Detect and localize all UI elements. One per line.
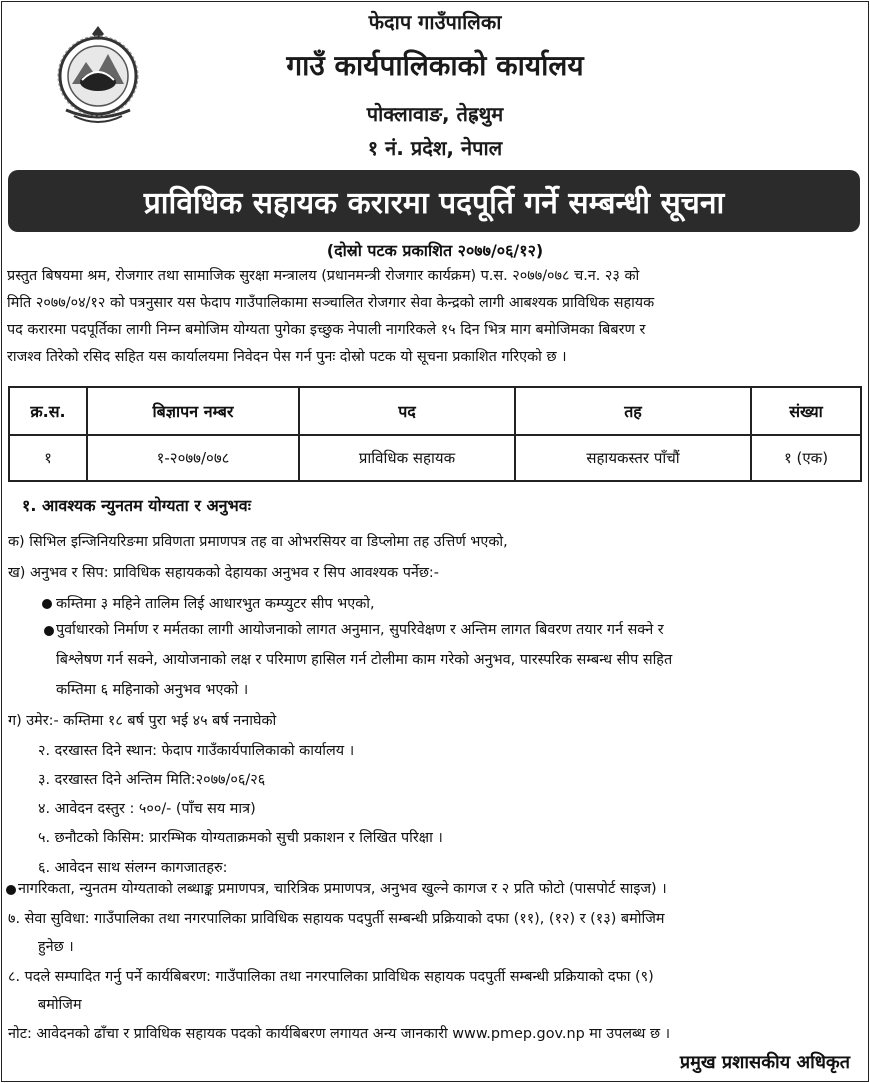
- cell-ad-number: १-२०७७/०७८: [87, 435, 299, 481]
- item-6-bullet: नागरिकता, न्युनतम योग्यताको लब्धाङ्क प्रमाणपत्र, चारित्रिक प्रमाणपत्र, अनुभव खुल्ने कागज र २ प्रति फोटो (पासपोर्ट साइज) ।: [18, 881, 667, 897]
- col-header-post: पद: [299, 387, 515, 435]
- table-row: [9, 435, 861, 481]
- item-3: ३. दरखास्त दिने अन्तिम मिति:२०७७/०६/२६: [38, 772, 266, 788]
- bullet-icon: [44, 626, 54, 636]
- province-line: १ नं. प्रदेश, नेपाल: [367, 136, 503, 160]
- item-6: ६. आवेदन साथ संलग्न कागजातहरु:: [38, 860, 228, 876]
- item-2: २. दरखास्त दिने स्थान: फेदाप गाउँकार्यपालिकाको कार्यालय ।: [38, 743, 355, 759]
- section-qualification-heading: १. आवश्यक न्युनतम योग्यता र अनुभवः: [22, 496, 251, 515]
- item-4: ४. आवेदन दस्तुर : ५००/- (पाँच सय मात्र): [38, 801, 256, 817]
- bullet-icon: [42, 599, 52, 609]
- office-name: गाउँ कार्यपालिकाको कार्यालय: [286, 49, 584, 82]
- cell-post: प्राविधिक सहायक: [299, 435, 515, 481]
- bullet-icon: [6, 885, 16, 895]
- cell-level: सहायकस्तर पाँचौं: [515, 435, 751, 481]
- item-kha: ख) अनुभव र सिप: प्राविधिक सहायकको देहायका अनुभव र सिप आवश्यक पर्नेछ:-: [8, 565, 439, 581]
- item-ga: ग) उमेर:- कम्तिमा १८ बर्ष पुरा भई ४५ बर्ष ननाघेको: [8, 713, 277, 729]
- intro-line-4: राजश्व तिरेको रसिद सहित यस कार्यालयमा निवेदन पेस गर्न पुनः दोस्रो पटक यो सूचना प्रकाशित गरिएको छ ।: [7, 349, 567, 365]
- item-7-line-2: हुनेछ ।: [38, 939, 74, 955]
- notice-title-bar: [8, 170, 860, 232]
- col-header-level: तह: [515, 387, 751, 435]
- footer-note: नोट: आवेदनको ढाँचा र प्राविधिक सहायक पदको कार्यबिबरण लगायत अन्य जानकारी www.pmep.gov.np मा उपलब्ध छ ।: [8, 1026, 671, 1042]
- table-header-row: [9, 387, 861, 435]
- intro-line-3: पद करारमा पदपूर्तिका लागी निम्न बमोजिम योग्यता पुगेका इच्छुक नेपाली नागरिकले १५ दिन भित्र माग बमोजिमका बिबरण र: [7, 322, 646, 338]
- signature-title: प्रमुख प्रशासकीय अधिकृत: [679, 1052, 850, 1073]
- col-header-serial: क्र.स.: [9, 387, 87, 435]
- item-7-line-1: ७. सेवा सुविधा: गाउँपालिका तथा नगरपालिका प्राविधिक सहायक पदपुर्ती सम्बन्धी प्रक्रियाको दफा (११), (१२) र (१३) बमोजिम: [8, 911, 665, 927]
- item-8-line-1: ८. पदले सम्पादित गर्नु पर्ने कार्यबिबरण: गाउँपालिका तथा नगरपालिका प्राविधिक सहायक पदपुर्ती सम्बन्धी प्रक्रियाको दफा (९): [8, 969, 654, 985]
- col-header-ad-number: बिज्ञापन नम्बर: [87, 387, 299, 435]
- office-address: पोक्लावाङ, तेह्रथुम: [366, 102, 504, 126]
- intro-line-2: मिति २०७७/०४/१२ को पत्रनुसार यस फेदाप गाउँपालिकामा सञ्चालित रोजगार सेवा केन्द्रको लागी आबश्यक प्राविधिक सहायक: [7, 295, 655, 311]
- intro-line-1: प्रस्तुत बिषयमा श्रम, रोजगार तथा सामाजिक सुरक्षा मन्त्रालय (प्रधानमन्त्री रोजगार कार्यक्रम) प.स. २०७७/०७८ च.न. २३ को: [7, 268, 640, 284]
- kha-bullet-2-line-2: बिश्लेषण गर्न सक्ने, आयोजनाको लक्ष र परिमाण हासिल गर्न टोलीमा काम गरेको अनुभव, पारस्परिक सम्बन्ध सीप सहित: [56, 652, 673, 668]
- kha-bullet-2-line-3: कम्तिमा ६ महिनाको अनुभव भएको ।: [56, 682, 249, 698]
- municipality-name: फेदाप गाउँपालिका: [368, 10, 502, 34]
- item-5: ५. छनौटको किसिम: प्रारम्भिक योग्यताक्रमको सुची प्रकाशन र लिखित परिक्षा ।: [38, 830, 443, 846]
- col-header-count: संख्या: [751, 387, 861, 435]
- cell-count: १ (एक): [751, 435, 861, 481]
- item-8-line-2: बमोजिम: [38, 997, 82, 1013]
- kha-bullet-1: कम्तिमा ३ महिने तालिम लिई आधारभुत कम्प्युटर सीप भएको,: [56, 596, 375, 612]
- notice-title: प्राविधिक सहायक करारमा पदपूर्ति गर्ने सम्बन्धी सूचना: [143, 186, 725, 221]
- notice-subtitle: (दोस्रो पटक प्रकाशित २०७७/०६/१२): [326, 241, 544, 260]
- item-ka: क) सिभिल इन्जिनियरिङमा प्रविणता प्रमाणपत्र तह वा ओभरसियर वा डिप्लोमा तह उत्तिर्ण भएको,: [8, 534, 508, 550]
- cell-serial: १: [9, 435, 87, 481]
- vacancy-table: [8, 386, 862, 482]
- kha-bullet-2-line-1: पुर्वाधारको निर्माण र मर्मतका लागी आयोजनाको लागत अनुमान, सुपरिवेक्षण र अन्तिम लागत बिवरण तयार गर्न सक्ने र: [56, 622, 664, 638]
